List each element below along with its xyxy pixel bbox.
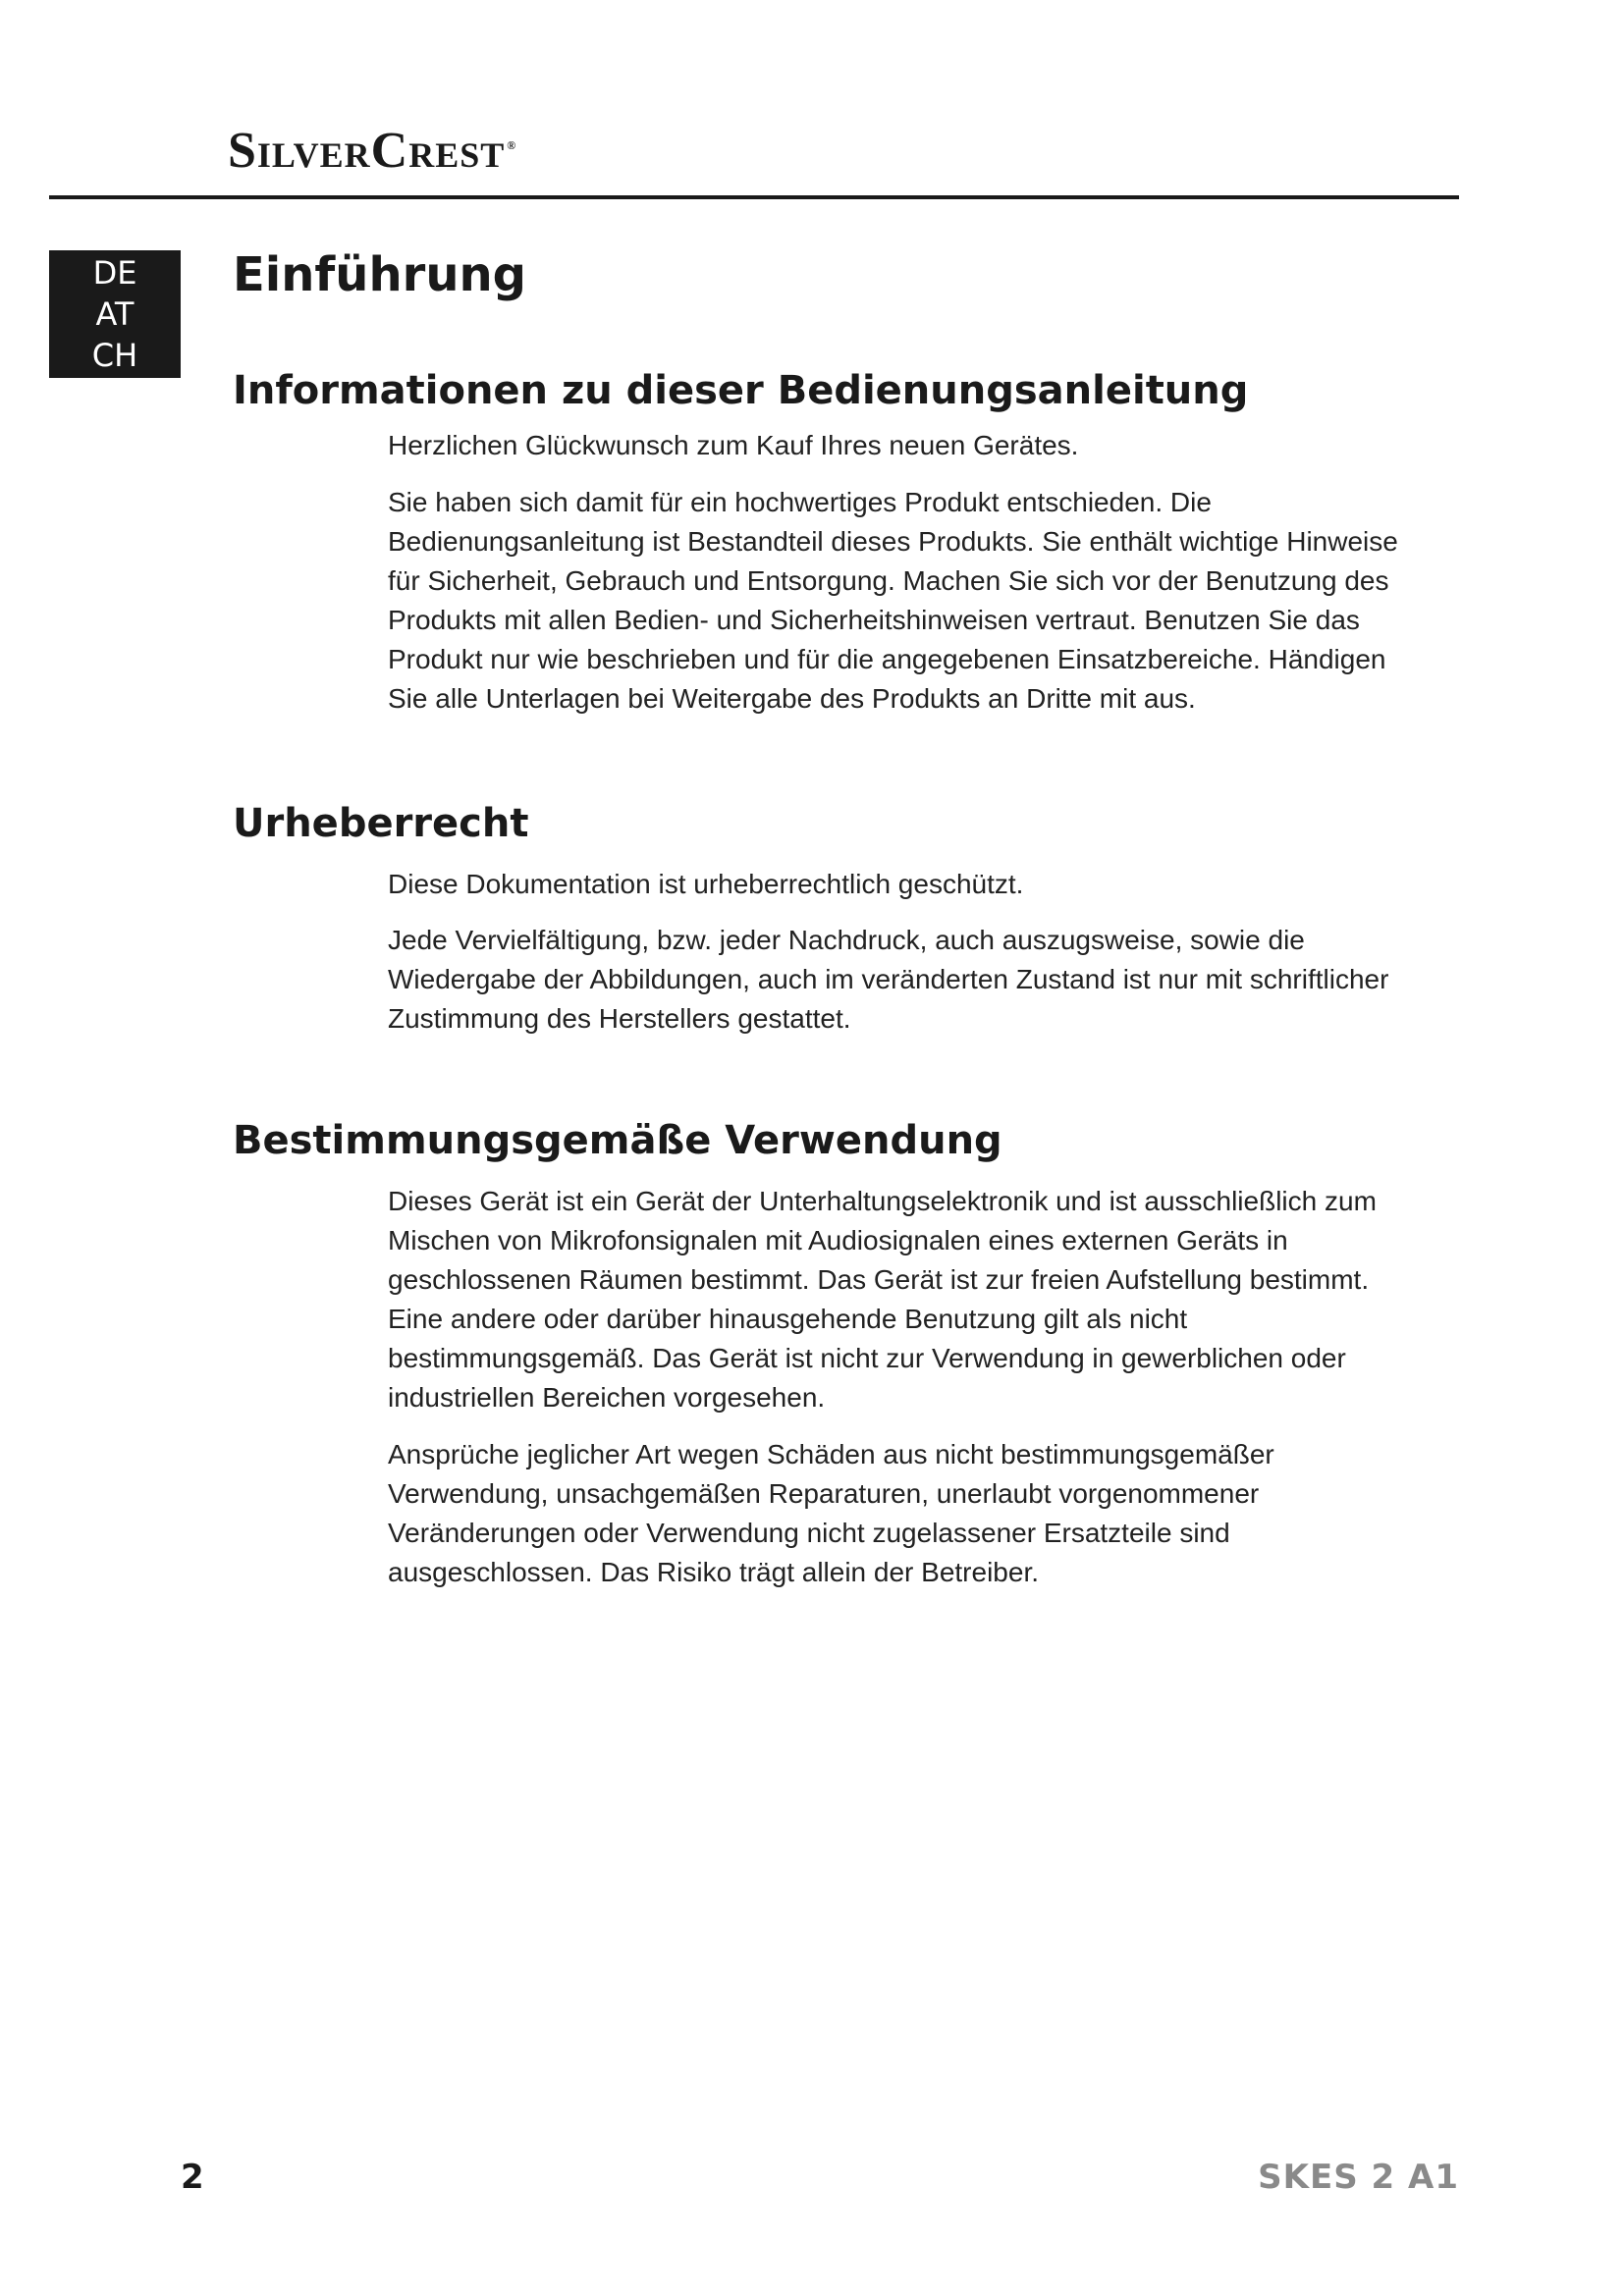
language-tab: [49, 250, 181, 378]
header-divider: [49, 195, 1459, 199]
section-heading-info: Informationen zu dieser Bedienungsanleitung: [233, 368, 1249, 413]
brand-logo: [228, 123, 517, 179]
registered-mark: ®: [507, 137, 517, 152]
section-copyright-paragraph-1: Diese Dokumentation ist urheberrechtlich geschützt.: [388, 869, 1024, 899]
language-code-de: DE: [92, 254, 137, 292]
section-copyright-paragraph-2: Jede Vervielfältigung, bzw. jeder Nachdruck, auch auszugsweise, sowie die Wiedergabe der Abbildungen, auch im veränderten Zustand ist nur mit schriftlicher Zustimmung des Herstellers gestattet.: [388, 925, 1389, 1034]
model-number: SKES 2 A1: [1258, 2158, 1459, 2197]
language-code-at: AT: [95, 295, 135, 333]
section-info-paragraph-2: Sie haben sich damit für ein hochwertiges Produkt entschieden. Die Bedienungsanleitung ist Bestandteil dieses Produkts. Sie enthält wichtige Hinweise für Sicherheit, Gebrauch und Entsorgung. Machen Sie sich vor der Benutzung des Produkts mit allen Bedien- und Sicherheitshinweisen vertraut. Benutzen Sie das Produkt nur wie beschrieben und für die angegebenen Einsatzbereiche. Händigen Sie alle Unterlagen bei Weitergabe des Produkts an Dritte mit aus.: [388, 487, 1398, 714]
language-code-ch: CH: [91, 337, 138, 374]
section-info-paragraph-1: Herzlichen Glückwunsch zum Kauf Ihres neuen Gerätes.: [388, 430, 1079, 460]
brand-name: SilverCrest: [228, 123, 506, 179]
section-heading-copyright: Urheberrecht: [233, 801, 529, 846]
page-number: 2: [181, 2158, 204, 2197]
section-heading-intended-use: Bestimmungsgemäße Verwendung: [233, 1118, 1002, 1163]
section-intended-use-paragraph-1: Dieses Gerät ist ein Gerät der Unterhaltungselektronik und ist ausschließlich zum Mischen von Mikrofonsignalen mit Audiosignalen eines externen Geräts in geschlossenen Räumen bestimmt. Das Gerät ist zur freien Aufstellung bestimmt. Eine andere oder darüber hinausgehende Benutzung gilt als nicht bestimmungsgemäß. Das Gerät ist nicht zur Verwendung in gewerblichen oder industriellen Bereichen vorgesehen.: [388, 1186, 1377, 1413]
page-title: Einführung: [233, 247, 527, 302]
section-intended-use-paragraph-2: Ansprüche jeglicher Art wegen Schäden aus nicht bestimmungsgemäßer Verwendung, unsachgemäßen Reparaturen, unerlaubt vorgenommener Veränderungen oder Verwendung nicht zugelassener Ersatzteile sind ausgeschlossen. Das Risiko trägt allein der Betreiber.: [388, 1439, 1274, 1587]
